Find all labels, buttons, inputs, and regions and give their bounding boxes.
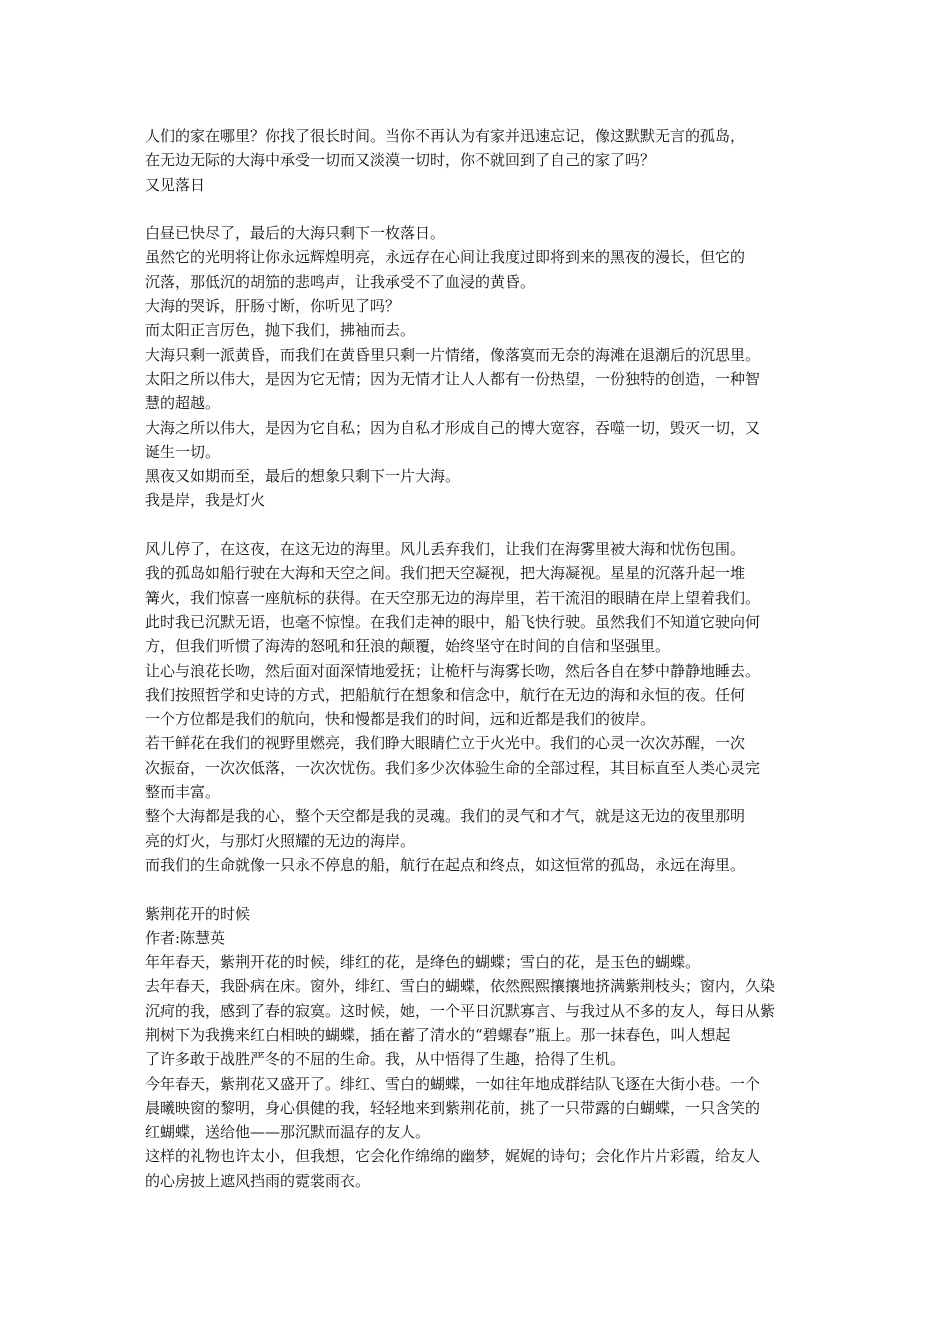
blank-line bbox=[145, 877, 825, 901]
text-line: 去年春天，我卧病在床。窗外，绯红、雪白的蝴蝶，依然熙熙攘攘地挤满紫荆枝头；窗内，久染 bbox=[145, 977, 776, 996]
text-line: 太阳之所以伟大，是因为它无情；因为无情才让人人都有一份热望，一份独特的创造，一种智 bbox=[145, 369, 761, 388]
text-line: 虽然它的光明将让你永远辉煌明亮，永远存在心间让我度过即将到来的黑夜的漫长，但它的 bbox=[145, 248, 746, 267]
text-line: 大海只剩一派黄昏，而我们在黄昏里只剩一片情绪，像落寞而无奈的海滩在退潮后的沉思里。 bbox=[145, 345, 761, 364]
text-line: 整个大海都是我的心，整个天空都是我的灵魂。我们的灵气和才气，就是这无边的夜里那明 bbox=[145, 807, 746, 826]
text-line: 篝火，我们惊喜一座航标的获得。在天空那无边的海岸里，若干流泪的眼睛在岸上望着我们。 bbox=[145, 588, 761, 607]
blank-line bbox=[145, 197, 825, 221]
text-line: 次振奋，一次次低落，一次次忧伤。我们多少次体验生命的全部过程，其目标直至人类心灵完 bbox=[145, 758, 761, 777]
text-line: 的心房披上遮风挡雨的霓裳雨衣。 bbox=[145, 1171, 371, 1190]
text-line: 若干鲜花在我们的视野里燃亮，我们睁大眼睛伫立于火光中。我们的心灵一次次苏醒，一次 bbox=[145, 734, 746, 753]
text-line: 诞生一切。 bbox=[145, 442, 221, 461]
text-line: 一个方位都是我们的航向，快和慢都是我们的时间，远和近都是我们的彼岸。 bbox=[145, 710, 656, 729]
text-line: 这样的礼物也许太小，但我想，它会化作绵绵的幽梦，娓娓的诗句；会化作片片彩霞，给友人 bbox=[145, 1147, 761, 1166]
text-line: 我们按照哲学和史诗的方式，把船航行在想象和信念中，航行在无边的海和永恒的夜。任何 bbox=[145, 685, 746, 704]
text-line: 沉落，那低沉的胡笳的悲鸣声，让我承受不了血浸的黄昏。 bbox=[145, 272, 536, 291]
text-line: 黑夜又如期而至，最后的想象只剩下一片大海。 bbox=[145, 467, 461, 486]
text-line: 红蝴蝶，送给他——那沉默而温存的友人。 bbox=[145, 1123, 431, 1142]
text-line: 紫荆花开的时候 bbox=[145, 904, 251, 923]
text-line: 整而丰富。 bbox=[145, 783, 221, 802]
text-line: 风儿停了，在这夜，在这无边的海里。风儿丢弃我们，让我们在海雾里被大海和忧伤包围。 bbox=[145, 540, 746, 559]
text-line: 年年春天，紫荆开花的时候，绯红的花，是绛色的蝴蝶；雪白的花，是玉色的蝴蝶。 bbox=[145, 953, 701, 972]
text-line: 大海的哭诉，肝肠寸断，你听见了吗？ bbox=[145, 297, 401, 316]
text-line: 人们的家在哪里？你找了很长时间。当你不再认为有家并迅速忘记，像这默默无言的孤岛， bbox=[145, 127, 746, 145]
text-line: 而太阳正言厉色，抛下我们，拂袖而去。 bbox=[145, 321, 416, 340]
text-line: 沉疴的我，感到了春的寂寞。这时候，她，一个平日沉默寡言、与我过从不多的友人，每日从紫 bbox=[145, 1001, 776, 1020]
text-line: 白昼已快尽了，最后的大海只剩下一枚落日。 bbox=[145, 224, 446, 243]
text-line: 晨曦映窗的黎明，身心俱健的我，轻轻地来到紫荆花前，挑了一只带露的白蝴蝶，一只含笑的 bbox=[145, 1098, 761, 1117]
text-line: 而我们的生命就像一只永不停息的船，航行在起点和终点，如这恒常的孤岛，永远在海里。 bbox=[145, 855, 746, 874]
text-line: 作者:陈慧英 bbox=[145, 928, 226, 947]
text-line: 让心与浪花长吻，然后面对面深情地爱抚；让桅杆与海雾长吻，然后各自在梦中静静地睡去。 bbox=[145, 661, 761, 680]
text-line: 了许多敢于战胜严冬的不屈的生命。我，从中悟得了生趣，拾得了生机。 bbox=[145, 1050, 626, 1069]
text-line: 方，但我们听惯了海涛的怒吼和狂浪的颠覆，始终坚守在时间的自信和坚强里。 bbox=[145, 637, 671, 656]
document-body bbox=[145, 124, 825, 1193]
text-line: 我是岸，我是灯火 bbox=[145, 491, 266, 510]
text-line: 荆树下为我携来红白相映的蝴蝶，插在蓄了清水的“碧螺春”瓶上。那一抹春色，叫人想起 bbox=[145, 1025, 731, 1044]
text-line: 大海之所以伟大，是因为它自私；因为自私才形成自己的博大宽容，吞噬一切，毁灭一切，又 bbox=[145, 418, 761, 437]
text-line: 又见落日 bbox=[145, 175, 206, 194]
text-line: 慧的超越。 bbox=[145, 394, 221, 413]
text-line: 亮的灯火，与那灯火照耀的无边的海岸。 bbox=[145, 831, 416, 850]
text-line: 在无边无际的大海中承受一切而又淡漠一切时，你不就回到了自己的家了吗？ bbox=[145, 151, 656, 170]
blank-line bbox=[145, 513, 825, 537]
text-line: 此时我已沉默无语，也毫不惊惶。在我们走神的眼中，船飞快行驶。虽然我们不知道它驶向何 bbox=[145, 612, 761, 631]
text-line: 我的孤岛如船行驶在大海和天空之间。我们把天空凝视，把大海凝视。星星的沉落升起一堆 bbox=[145, 564, 746, 583]
text-line: 今年春天，紫荆花又盛开了。绯红、雪白的蝴蝶，一如往年地成群结队飞逐在大街小巷。一个 bbox=[145, 1074, 761, 1093]
